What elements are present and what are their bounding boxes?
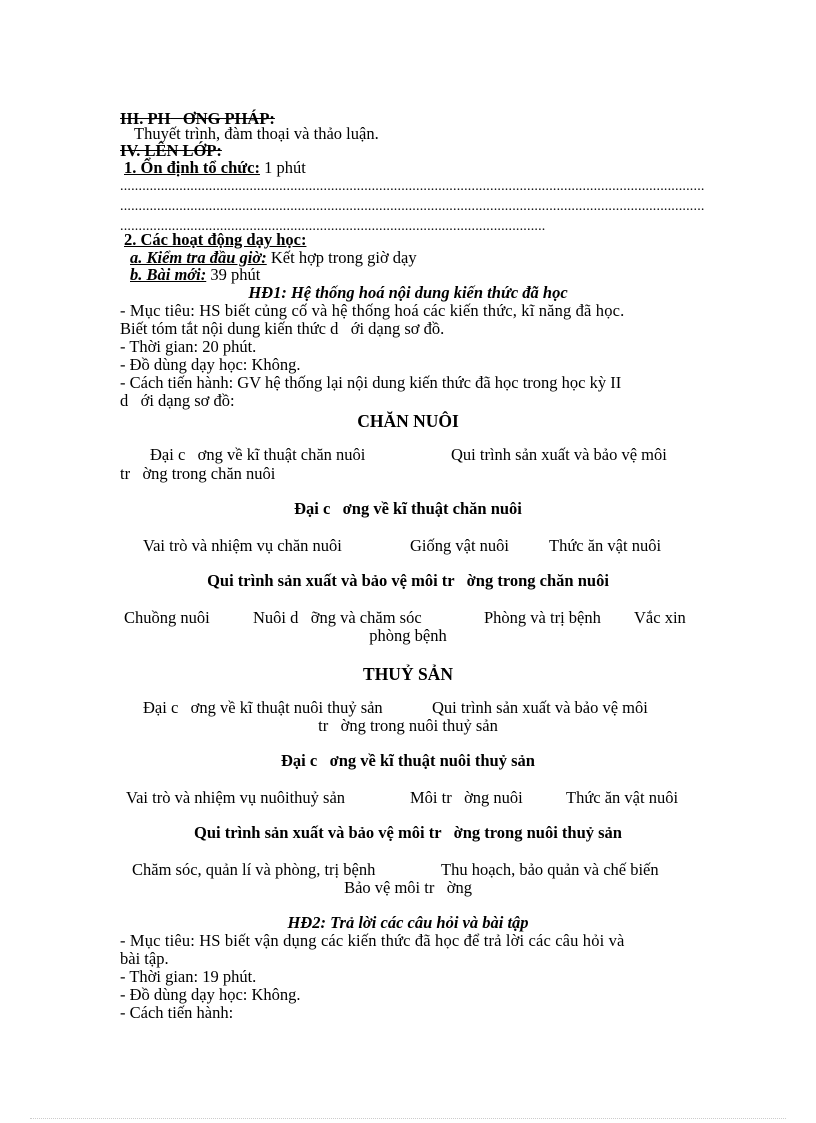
hd2-line: - Mục tiêu: HS biết vận dụng các kiến thức đã học để trả lời các câu hỏi và <box>120 931 625 950</box>
diagram-node: Môi tr ờng nuôi <box>410 788 523 807</box>
diagram-node: Vắc xin <box>634 608 686 627</box>
diagram-node: Vai trò và nhiệm vụ chăn nuôi <box>143 536 342 555</box>
new-lesson-value: 39 phút <box>206 265 261 284</box>
hd1-line: - Đồ dùng dạy học: Không. <box>120 355 301 374</box>
hd2-line: - Cách tiến hành: <box>120 1003 234 1022</box>
page-bottom-rule <box>30 1118 786 1119</box>
diagram-node: phòng bệnh <box>369 626 447 645</box>
hd1-line: - Thời gian: 20 phút. <box>120 337 257 356</box>
section-4-heading: IV. LÊN LỚP: <box>120 141 222 160</box>
diagram-node: Chuồng nuôi <box>124 608 210 627</box>
hd1-title: HĐ1: Hệ thống hoá nội dung kiến thức đã học <box>248 283 568 302</box>
item-1-value: 1 phút <box>259 158 306 177</box>
heading-part: ƠNG PHÁP: <box>182 109 275 128</box>
check-label: a. Kiểm tra đầu giờ: <box>130 248 267 267</box>
hd1-line: d ới dạng sơ đồ: <box>120 391 235 410</box>
diagram-node: tr ờng trong nuôi thuỷ sản <box>318 716 498 735</box>
diagram-heading: Qui trình sản xuất và bảo vệ môi tr ờng trong chăn nuôi <box>207 571 609 590</box>
hd2-line: bài tập. <box>120 949 169 968</box>
hd1-line: - Cách tiến hành: GV hệ thống lại nội dung kiến thức đã học trong học kỳ II <box>120 373 622 392</box>
item-2-label: 2. Các hoạt động dạy học: <box>124 230 307 249</box>
new-lesson-label: b. Bài mới: <box>130 265 207 284</box>
diagram-node: Nuôi d ỡng và chăm sóc <box>253 608 422 627</box>
hd1-line: - Mục tiêu: HS biết củng cố và hệ thống hoá các kiến thức, kĩ năng đã học. <box>120 301 625 320</box>
check-value: Kết hợp trong giờ dạy <box>266 248 417 267</box>
diagram-node: Thu hoạch, bảo quản và chế biến <box>441 860 659 879</box>
diagram-heading: Đại c ơng về kĩ thuật nuôi thuỷ sản <box>281 751 535 770</box>
diagram-node: Qui trình sản xuất và bảo vệ môi <box>451 445 667 464</box>
diagram-node: Qui trình sản xuất và bảo vệ môi <box>432 698 648 717</box>
diagram-node: Đại c ơng về kĩ thuật nuôi thuỷ sản <box>143 698 383 717</box>
diagram-node: Thức ăn vật nuôi <box>549 536 662 555</box>
diagram-heading: Qui trình sản xuất và bảo vệ môi tr ờng trong nuôi thuỷ sản <box>194 823 622 842</box>
new-lesson-line <box>130 266 260 284</box>
thuy-san-title: THUỶ SẢN <box>363 664 453 684</box>
methods-text: Thuyết trình, đàm thoại và thảo luận. <box>134 124 379 143</box>
item-1-label: 1. Ổn định tổ chức: <box>124 158 260 177</box>
diagram-node: Vai trò và nhiệm vụ nuôithuỷ sản <box>126 788 346 807</box>
hd2-line: - Đồ dùng dạy học: Không. <box>120 985 301 1004</box>
dotted-line: .............................................................................................................................................................. <box>120 199 705 214</box>
diagram-heading: Đại c ơng về kĩ thuật chăn nuôi <box>294 499 522 518</box>
diagram-node: tr ờng trong chăn nuôi <box>120 464 276 483</box>
diagram-node: Bảo vệ môi tr ờng <box>344 878 472 897</box>
diagram-node: Giống vật nuôi <box>410 536 509 555</box>
diagram-node: Thức ăn vật nuôi <box>566 788 679 807</box>
chan-nuoi-title: CHĂN NUÔI <box>357 411 459 431</box>
diagram-node: Chăm sóc, quản lí và phòng, trị bệnh <box>132 860 376 879</box>
heading-part: III. PH <box>120 109 171 128</box>
diagram-node: Phòng và trị bệnh <box>484 608 601 627</box>
dotted-line: .............................................................................................................................................................. <box>120 179 705 194</box>
hd2-line: - Thời gian: 19 phút. <box>120 967 257 986</box>
dotted-line: ................................................................................................................... <box>120 219 546 234</box>
hd1-line: Biết tóm tắt nội dung kiến thức d ới dạng sơ đồ. <box>120 319 445 338</box>
diagram-node: Đại c ơng về kĩ thuật chăn nuôi <box>150 445 366 464</box>
item-1 <box>124 159 306 177</box>
hd2-title: HĐ2: Trả lời các câu hỏi và bài tập <box>287 913 529 932</box>
